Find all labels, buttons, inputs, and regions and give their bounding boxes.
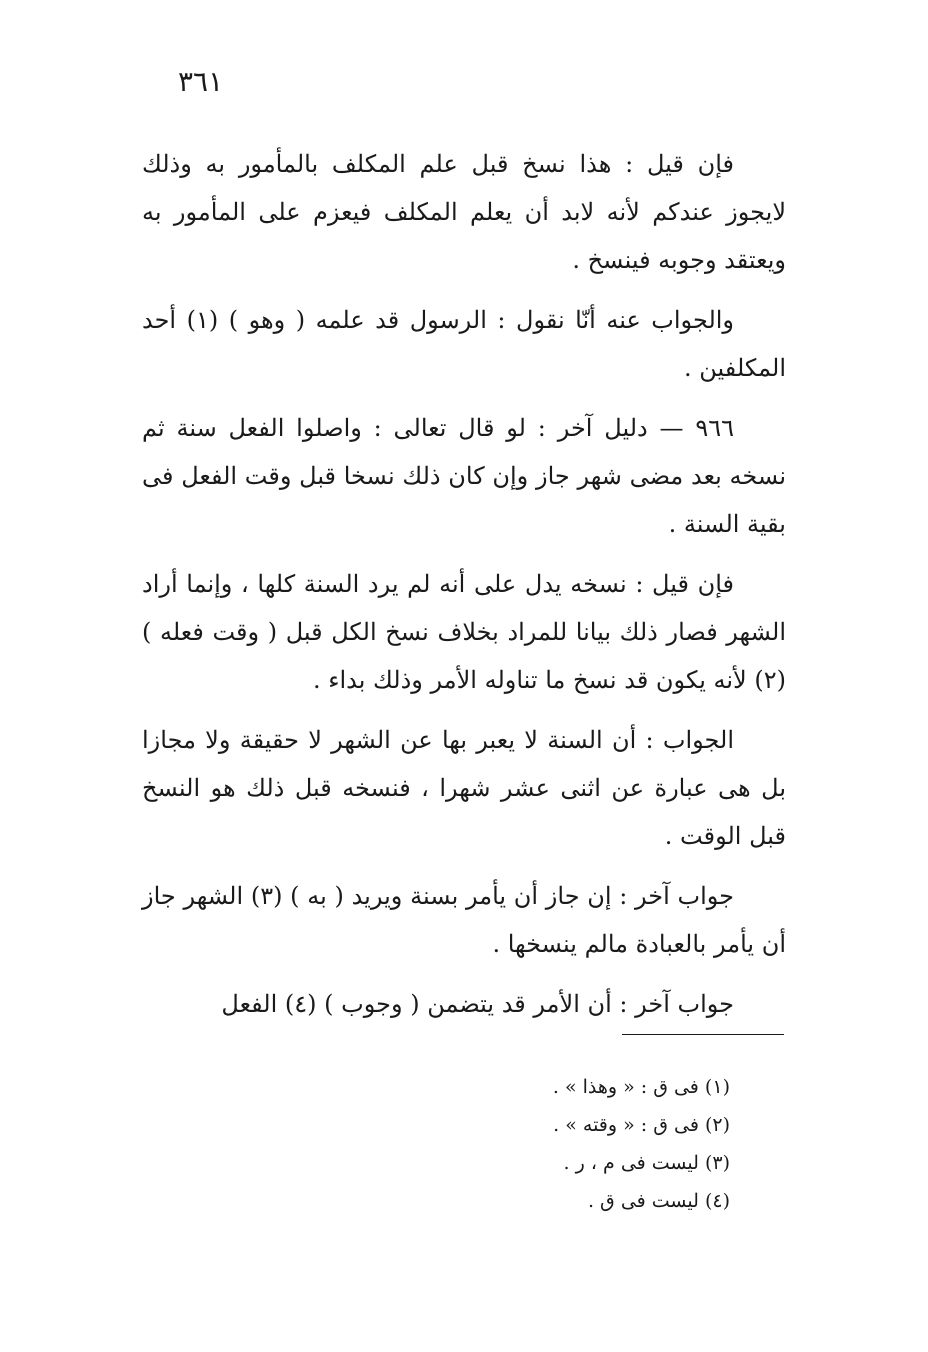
footnote-2: (٢) فى ق : « وقته » . [553, 1114, 730, 1136]
footnote-1: (١) فى ق : « وهذا » . [552, 1076, 730, 1098]
paragraph-another-answer-2: جواب آخر : أن الأمر قد يتضمن ( وجوب ) (٤) الفعل [221, 990, 734, 1018]
main-text [142, 140, 786, 1040]
paragraph-answer-1: والجواب عنه أنّا نقول : الرسول قد علمه ( وهو ) (١) أحد المكلفين . [142, 306, 786, 382]
paragraph-another-answer-1: جواب آخر : إن جاز أن يأمر بسنة ويريد ( به ) (٣) الشهر جاز أن يأمر بالعبادة مالم ينسخها . [142, 882, 786, 958]
footnote-4: (٤) ليست فى ق . [587, 1190, 730, 1212]
footnote-divider [622, 1034, 784, 1035]
paragraph-answer-2: الجواب : أن السنة لا يعبر بها عن الشهر لا حقيقة ولا مجازا بل هى عبارة عن اثنى عشر شهرا ، فنسخه قبل ذلك هو النسخ قبل الوقت . [142, 726, 786, 850]
page-number: ٣٦١ [178, 65, 224, 98]
paragraph-evidence-966: ٩٦٦ — دليل آخر : لو قال تعالى : واصلوا الفعل سنة ثم نسخه بعد مضى شهر جاز وإن كان ذلك نسخا قبل وقت الفعل فى بقية السنة . [142, 414, 786, 538]
footnote-3: (٣) ليست فى م ، ر . [563, 1152, 730, 1174]
footnotes [430, 1068, 730, 1220]
paragraph-objection-1: فإن قيل : هذا نسخ قبل علم المكلف بالمأمور به وذلك لايجوز عندكم لأنه لابد أن يعلم المكلف فيعزم على المأمور به ويعتقد وجوبه فينسخ . [142, 150, 786, 274]
paragraph-objection-2: فإن قيل : نسخه يدل على أنه لم يرد السنة كلها ، وإنما أراد الشهر فصار ذلك بيانا للمراد بخلاف نسخ الكل قبل ( وقت فعله ) (٢) لأنه يكون قد نسخ ما تناوله الأمر وذلك بداء . [142, 570, 786, 694]
